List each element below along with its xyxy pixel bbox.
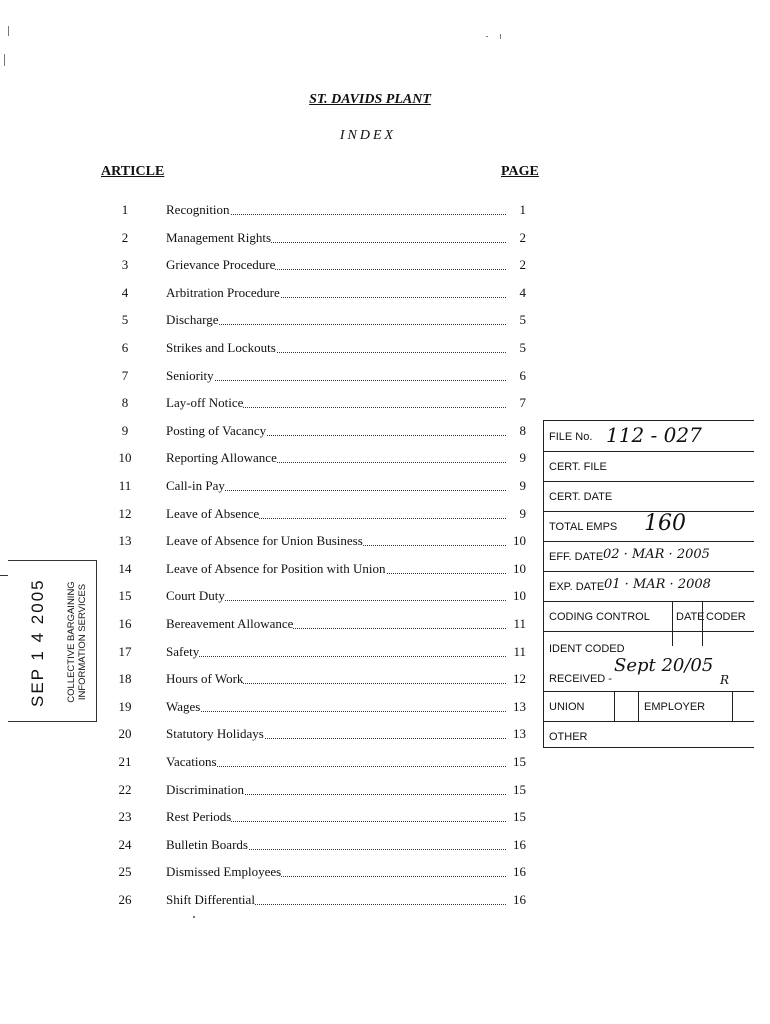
article-number: 21 [118,754,132,769]
file-no-label: FILE No. [549,431,593,443]
document-title: ST. DAVIDS PLANT [309,92,431,107]
article-entry [166,504,524,524]
article-title: Seniority [166,367,214,383]
article-title: Bereavement Allowance [166,616,294,631]
article-number: 6 [121,340,129,355]
article-page: 2 [506,255,526,275]
employer-label: EMPLOYER [644,701,706,713]
article-number: 13 [118,533,132,549]
index-row [0,255,540,275]
form-row-cert-date [544,481,754,512]
stamp-line-1: COLLECTIVE BARGAINING [66,581,77,703]
index-row [0,862,540,882]
article-number: 12 [118,505,132,521]
article-title: Wages [166,698,201,714]
union-divider-3 [732,691,733,721]
received-stamp [8,560,97,722]
form-row-file-no [544,421,754,452]
stamp-line-2: INFORMATION SERVICES [77,583,88,701]
article-page: 2 [506,228,526,248]
article-entry [166,531,524,551]
article-entry [166,614,524,634]
article-page: 9 [506,448,526,468]
article-number: 22 [118,781,132,797]
article-number: 11 [118,478,132,493]
index-row [0,890,540,910]
article-number: 3 [121,257,129,273]
article-title: Leave of Absence for Position with Union [166,560,386,576]
article-title: Safety [166,643,200,659]
article-page: 10 [506,531,526,551]
file-no-value: 112 - 027 [606,423,702,447]
total-emps-label: TOTAL EMPS [549,521,618,533]
cert-date-label: CERT. DATE [549,491,613,503]
article-title: Call-in Pay [166,478,225,493]
article-page: 13 [506,697,526,717]
article-title: Management Rights [166,229,272,245]
form-row-received [544,655,754,692]
other-label: OTHER [549,731,588,743]
article-number: 8 [121,395,129,411]
article-title: Court Duty [166,588,225,604]
index-row [0,476,540,496]
article-entry [166,421,524,441]
index-row [0,531,540,551]
index-row [0,448,540,468]
index-row [0,228,540,248]
coding-date-label: DATE [676,611,705,623]
index-row [0,310,540,330]
received-label: RECEIVED - [549,673,612,685]
article-page: 1 [506,200,526,220]
article-page: 10 [506,559,526,579]
article-title: Shift Differential [166,892,255,907]
article-title: Recognition [166,202,230,217]
article-number: 14 [118,560,132,576]
index-row [0,807,540,827]
scan-speck [8,26,9,36]
article-page: 9 [506,504,526,524]
article-page: 9 [506,476,526,496]
article-entry [166,366,524,386]
article-page: 16 [506,835,526,855]
cert-file-label: CERT. FILE [549,461,607,473]
index-row [0,421,540,441]
coding-divider-1 [672,601,673,631]
article-page: 10 [506,586,526,606]
article-title: Arbitration Procedure [166,284,280,300]
article-entry [166,310,524,330]
scan-speck [500,34,501,39]
scan-speck [193,916,195,918]
index-row [0,724,540,744]
article-page: 15 [506,807,526,827]
article-title: Hours of Work [166,671,244,687]
ident-divider-2 [702,631,703,646]
article-entry [166,780,524,800]
article-title: Grievance Procedure [166,257,276,273]
article-page: 16 [506,890,526,910]
stamp-edge [0,575,8,576]
article-page: 11 [506,642,526,662]
article-number: 24 [118,836,132,852]
article-column-header: ARTICLE [101,164,165,179]
article-title: Strikes and Lockouts [166,340,276,355]
article-entry [166,255,524,275]
article-number: 17 [118,643,132,659]
article-number: 9 [121,422,129,438]
article-entry [166,724,524,744]
article-page: 16 [506,862,526,882]
article-page: 15 [506,780,526,800]
received-initial: R [720,673,730,687]
article-entry [166,642,524,662]
eff-date-value: 02 · MAR · 2005 [603,547,710,562]
form-row-total-emps [544,511,754,542]
article-title: Lay-off Notice [166,395,244,411]
article-entry [166,476,524,496]
received-value: Sept 20/05 [614,655,714,676]
article-entry [166,393,524,413]
article-title: Bulletin Boards [166,836,248,852]
article-number: 19 [118,698,132,714]
coding-control-label: CODING CONTROL [549,611,650,623]
article-title: Discrimination [166,781,244,797]
form-row-other [544,721,754,747]
form-row-coding-control [544,601,754,632]
index-row [0,752,540,772]
article-number: 23 [118,809,132,825]
article-page: 13 [506,724,526,744]
article-title: Dismissed Employees [166,864,282,880]
article-entry [166,586,524,606]
total-emps-value: 160 [644,511,686,536]
union-label: UNION [549,701,585,713]
scan-speck [4,54,5,66]
article-page: 7 [506,393,526,413]
index-row [0,393,540,413]
article-title: Leave of Absence for Union Business [166,533,363,549]
article-number: 2 [121,229,129,245]
article-title: Rest Periods [166,809,232,825]
index-row [0,780,540,800]
article-title: Leave of Absence [166,505,260,521]
form-row-eff-date [544,541,754,572]
article-title: Statutory Holidays [166,726,264,742]
article-page: 8 [506,421,526,441]
article-page: 5 [506,310,526,330]
article-number: 25 [118,864,132,880]
article-entry [166,283,524,303]
eff-date-label: EFF. DATE [549,551,604,563]
form-row-cert-file [544,451,754,482]
page-column-header: PAGE [501,164,539,179]
index-row [0,200,540,220]
index-row [0,504,540,524]
ident-divider-1 [672,631,673,646]
article-entry [166,697,524,717]
article-page: 12 [506,669,526,689]
scan-speck [486,36,488,37]
article-entry [166,669,524,689]
article-entry [166,752,524,772]
article-entry [166,448,524,468]
ident-coded-label: IDENT CODED [549,643,625,655]
union-divider-2 [638,691,639,721]
stamp-date: SEP 1 4 2005 [28,578,47,707]
article-number: 26 [118,892,132,907]
article-entry [166,835,524,855]
exp-date-value: 01 · MAR · 2008 [604,577,711,592]
article-entry [166,890,524,910]
article-number: 1 [121,202,129,217]
exp-date-label: EXP. DATE [549,581,605,593]
form-row-union [544,691,754,722]
file-control-form [543,420,754,748]
article-entry [166,862,524,882]
article-number: 5 [121,312,129,328]
document-subtitle: INDEX [339,128,397,143]
article-number: 4 [121,284,129,300]
article-page: 15 [506,752,526,772]
article-entry [166,338,524,358]
index-row [0,366,540,386]
article-page: 11 [506,614,526,634]
article-entry [166,807,524,827]
article-entry [166,200,524,220]
index-row [0,338,540,358]
article-title: Vacations [166,754,217,769]
article-title: Reporting Allowance [166,450,277,466]
article-page: 6 [506,366,526,386]
union-divider-1 [614,691,615,721]
article-number: 20 [118,726,132,742]
article-entry [166,559,524,579]
article-page: 5 [506,338,526,358]
coding-divider-2 [702,601,703,631]
article-entry [166,228,524,248]
coding-coder-label: CODER [706,611,746,623]
article-title: Posting of Vacancy [166,422,267,438]
article-number: 15 [118,588,132,604]
article-number: 18 [118,671,132,687]
article-number: 10 [118,450,132,466]
form-row-exp-date [544,571,754,602]
index-row [0,835,540,855]
index-row [0,283,540,303]
article-title: Discharge [166,312,219,328]
article-number: 16 [118,616,132,631]
article-number: 7 [121,367,129,383]
article-page: 4 [506,283,526,303]
